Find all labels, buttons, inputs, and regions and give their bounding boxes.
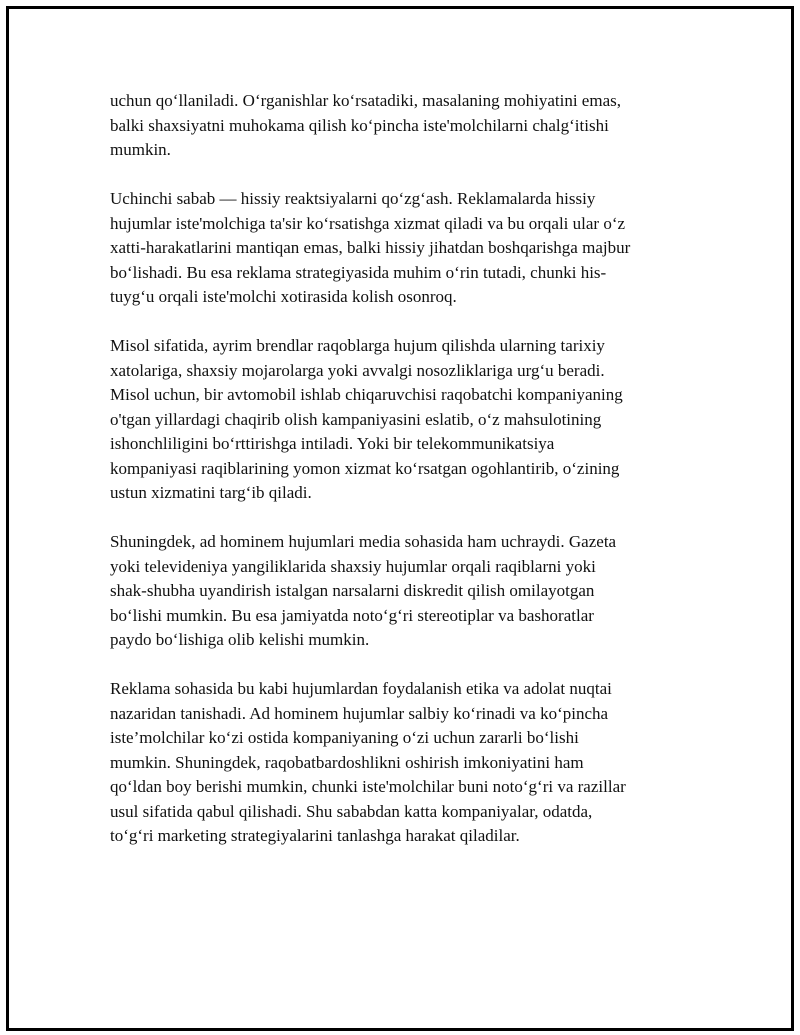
- document-body: [110, 89, 690, 873]
- paragraph-4: Shuningdek, ad hominem hujumlari media sohasida ham uchraydi. Gazeta yoki televideniya yangiliklarida shaxsiy hujumlar orqali raqiblarni yoki shak-shubha uyandirish istalgan narsalarni diskredit qilish omilayotgan bo‘lishi mumkin. Bu esa jamiyatda noto‘g‘ri stereotiplar va bashoratlar paydo bo‘lishiga olib kelishi mumkin.: [110, 532, 617, 649]
- paragraph-2: Uchinchi sabab — hissiy reaktsiyalarni qo‘zg‘ash. Reklamalarda hissiy hujumlar iste'molchiga ta'sir ko‘rsatishga xizmat qiladi va bu orqali ular o‘z xatti-harakatlarini mantiqan emas, balki hissiy jihatdan boshqarishga majbur bo‘lishadi. Bu esa reklama strategiyasida muhim o‘rin tutadi, chunki his- tuyg‘u orqali iste'molchi xotirasida kolish osonroq.: [110, 189, 631, 306]
- paragraph-3: Misol sifatida, ayrim brendlar raqoblarga hujum qilishda ularning tarixiy xatolariga, shaxsiy mojarolarga yoki avvalgi nosozliklariga urg‘u beradi. Misol uchun, bir avtomobil ishlab chiqaruvchisi raqobatchi kompaniyaning o'tgan yillardagi chaqirib olish kampaniyasini eslatib, o‘z mahsulotining ishonchliligini bo‘rttirishga intiladi. Yoki bir telekommunikatsiya kompaniyasi raqiblarining yomon xizmat ko‘rsatgan ogohlantirib, o‘zining ustun xizmatini targ‘ib qiladi.: [110, 336, 623, 502]
- paragraph-5: Reklama sohasida bu kabi hujumlardan foydalanish etika va adolat nuqtai nazaridan tanishadi. Ad hominem hujumlar salbiy ko‘rinadi va ko‘pincha iste’molchilar ko‘zi ostida kompaniyaning o‘zi uchun zararli bo‘lishi mumkin. Shuningdek, raqobatbardoshlikni oshirish imkoniyatini ham qo‘ldan boy berishi mumkin, chunki iste'molchilar buni noto‘g‘ri va razillar usul sifatida qabul qilishadi. Shu sababdan katta kompaniyalar, odatda, to‘g‘ri marketing strategiyalarini tanlashga harakat qiladilar.: [110, 679, 626, 845]
- paragraph-1: uchun qo‘llaniladi. O‘rganishlar ko‘rsatadiki, masalaning mohiyatini emas, balki shaxsiyatni muhokama qilish ko‘pincha iste'molchilarni chalg‘itishi mumkin.: [110, 91, 621, 159]
